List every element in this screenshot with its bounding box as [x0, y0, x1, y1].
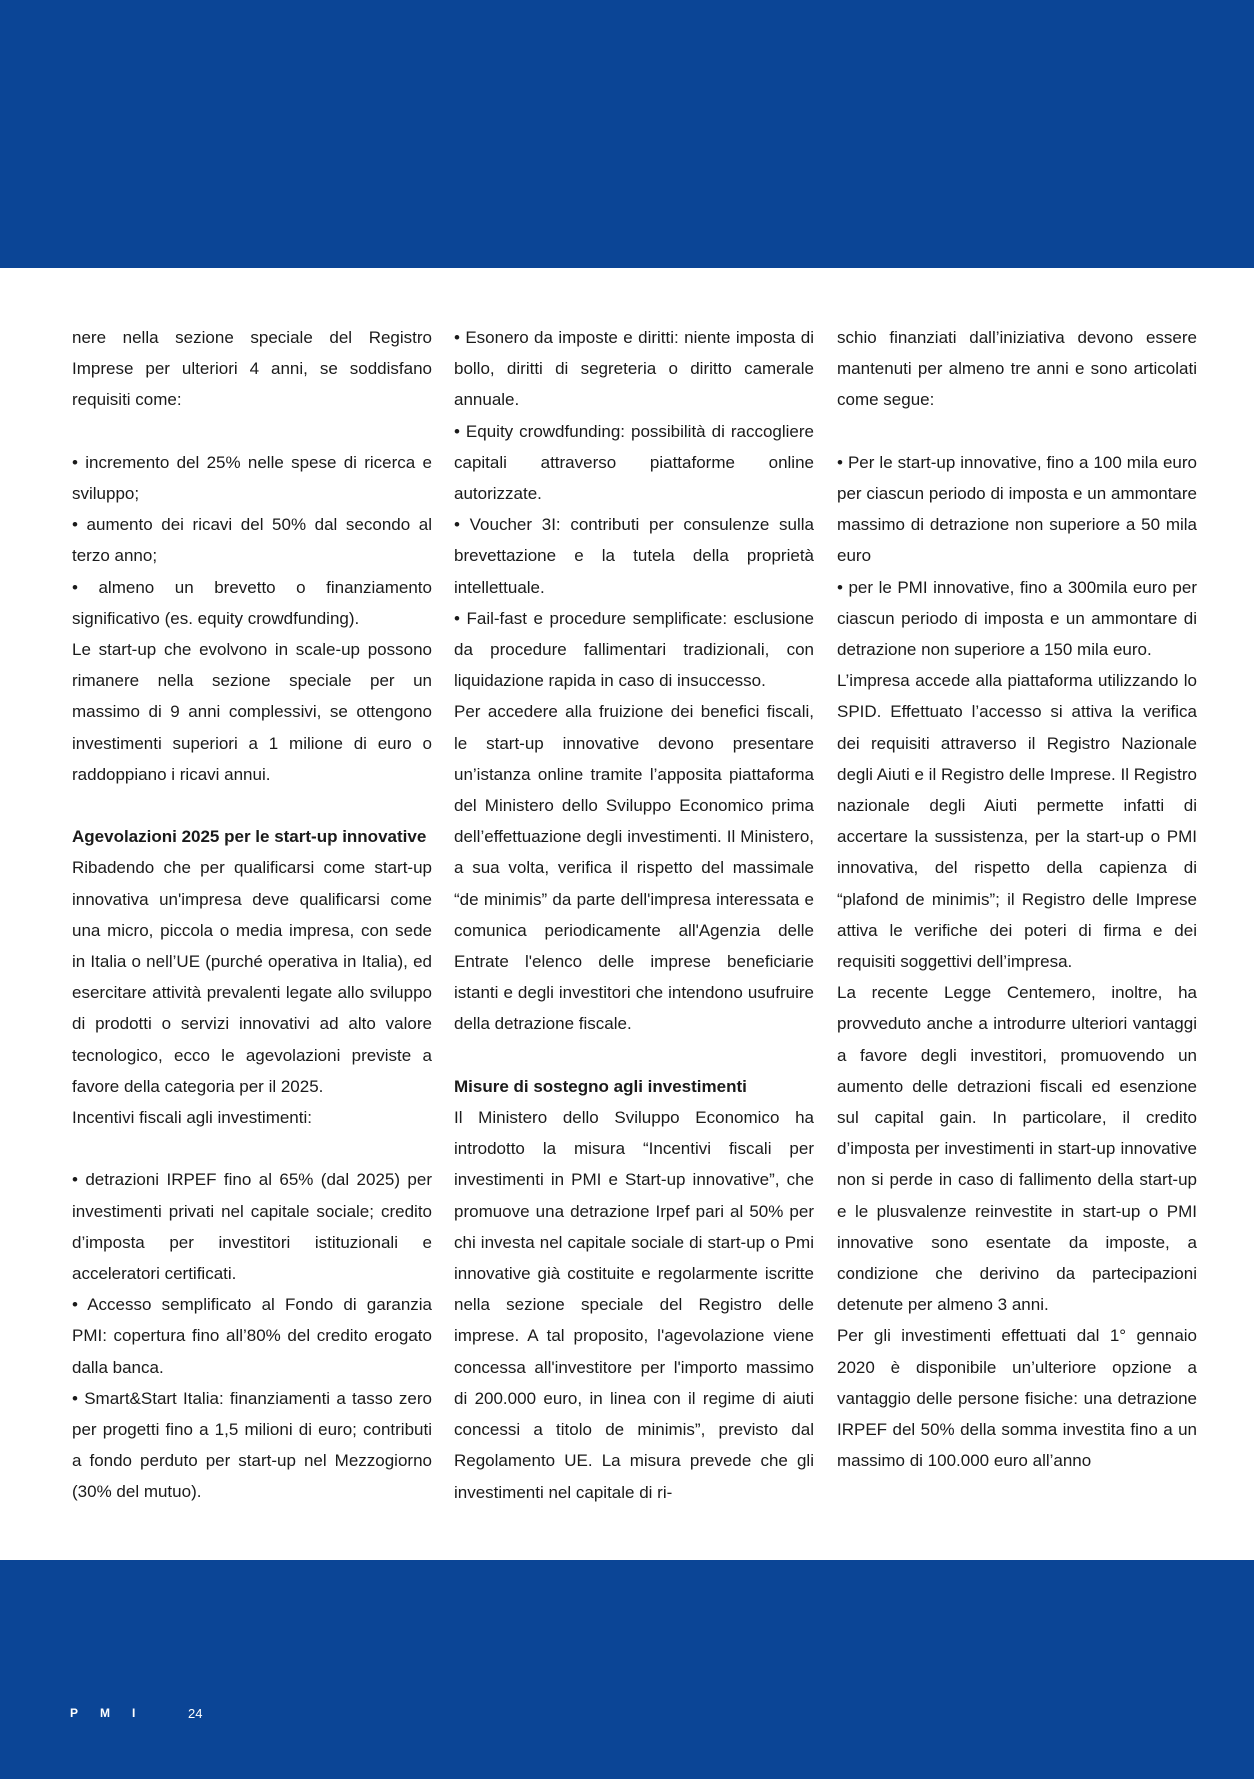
- bullet-item: • Equity crowdfunding: possibilità di raccogliere capitali attraverso piattaforme online autorizzate.: [454, 421, 814, 504]
- paragraph-spacer: [72, 1133, 432, 1164]
- body-paragraph: Per gli investimenti effettuati dal 1° gennaio 2020 è disponibile un’ulteriore opzione a vantaggio delle persone fisiche: una detrazione IRPEF del 50% della somma investita fino a un massimo di 100.000 euro all’anno: [837, 1326, 1197, 1471]
- section-heading: Misure di sostegno agli investimenti: [454, 1076, 747, 1096]
- body-paragraph: La recente Legge Centemero, inoltre, ha provveduto anche a introdurre ulteriori vantaggi a favore degli investitori, promuovendo un aumento delle detrazioni fiscali ed esenzione sul capital gain. In particolare, il credito d’imposta per investimenti in start-up innovative non si perde in caso di fallimento della start-up e le plusvalenze reinvestite in start-up o PMI innovative sono esentate da imposte, a condizione che derivino da partecipazioni detenute per almeno 3 anni.: [837, 983, 1197, 1315]
- paragraph-spacer: [72, 790, 432, 821]
- bullet-item: • Voucher 3I: contributi per consulenze sulla brevettazione e la tutela della proprietà intellettuale.: [454, 515, 814, 597]
- bullet-item: • aumento dei ricavi del 50% dal secondo al terzo anno;: [72, 515, 432, 566]
- footer-band: [0, 1560, 1254, 1779]
- body-paragraph: nere nella sezione speciale del Registro Imprese per ulteriori 4 anni, se soddisfano requisiti come:: [72, 328, 432, 410]
- page-number: 24: [188, 1706, 203, 1721]
- bullet-item: • Smart&Start Italia: finanziamenti a tasso zero per progetti fino a 1,5 milioni di euro; contributi a fondo perduto per start-up nel Mezzogiorno (30% del mutuo).: [72, 1388, 432, 1502]
- header-band: [0, 0, 1254, 268]
- bullet-item: • Accesso semplificato al Fondo di garanzia PMI: copertura fino all’80% del credito erogato dalla banca.: [72, 1295, 432, 1377]
- bullet-item: • Esonero da imposte e diritti: niente imposta di bollo, diritti di segreteria o diritto camerale annuale.: [454, 328, 814, 410]
- footer-brand: PMI: [70, 1706, 158, 1720]
- paragraph-spacer: [454, 1040, 814, 1071]
- bullet-item: • incremento del 25% nelle spese di ricerca e sviluppo;: [72, 452, 432, 503]
- body-paragraph: Incentivi fiscali agli investimenti:: [72, 1108, 312, 1128]
- body-paragraph: Per accedere alla fruizione dei benefici fiscali, le start-up innovative devono presentare un’istanza online tramite l’apposita piattaforma del Ministero dello Sviluppo Economico prima dell’effettuazione degli investimenti. Il Ministero, a sua volta, verifica il rispetto del massimale “de minimis” da parte dell'impresa interessata e comunica periodicamente all'Agenzia delle Entrate l'elenco delle imprese beneficiarie istanti e degli investitori che intendono usufruire della detrazione fiscale.: [454, 702, 814, 1034]
- bullet-item: • Fail-fast e procedure semplificate: esclusione da procedure fallimentari tradizionali, con liquidazione rapida in caso di insuccesso.: [454, 608, 814, 691]
- paragraph-spacer: [72, 416, 432, 447]
- body-paragraph: Il Ministero dello Sviluppo Economico ha introdotto la misura “Incentivi fiscali per investimenti in PMI e Start-up innovative”, che promuove una detrazione Irpef pari al 50% per chi investa nel capitale sociale di start-up o Pmi innovative già costituite e regolarmente iscritte nella sezione speciale del Registro delle imprese. A tal proposito, l'agevolazione viene concessa all'investitore per l'importo massimo di 200.000 euro, in linea con il regime di aiuti concessi a titolo de minimis”, previsto dal Regolamento UE. La misura prevede che gli investimenti nel capitale di ri-: [454, 1108, 814, 1502]
- text-column-1: [72, 322, 432, 1508]
- bullet-item: • Per le start-up innovative, fino a 100 mila euro per ciascun periodo di imposta e un ammontare massimo di detrazione non superiore a 50 mila euro: [837, 452, 1197, 566]
- text-column-3: [837, 322, 1197, 1477]
- section-heading: Agevolazioni 2025 per le start-up innovative: [72, 827, 427, 847]
- bullet-item: • detrazioni IRPEF fino al 65% (dal 2025) per investimenti privati nel capitale sociale; credito d’imposta per investitori istituzionali e acceleratori certificati.: [72, 1170, 432, 1284]
- body-paragraph: Le start-up che evolvono in scale-up possono rimanere nella sezione speciale per un massimo di 9 anni complessivi, se ottengono investimenti superiori a 1 milione di euro o raddoppiano i ricavi annui.: [72, 640, 432, 784]
- body-paragraph: schio finanziati dall’iniziativa devono essere mantenuti per almeno tre anni e sono articolati come segue:: [837, 328, 1197, 410]
- bullet-item: • per le PMI innovative, fino a 300mila euro per ciascun periodo di imposta e un ammontare di detrazione non superiore a 150 mila euro.: [837, 577, 1197, 660]
- body-paragraph: Ribadendo che per qualificarsi come start-up innovativa un'impresa deve qualificarsi come una micro, piccola o media impresa, con sede in Italia o nell’UE (purché operativa in Italia), ed esercitare attività prevalenti legate allo sviluppo di prodotti o servizi innovativi ad alto valore tecnologico, ecco le agevolazioni previste a favore della categoria per il 2025.: [72, 858, 432, 1096]
- text-column-2: [454, 322, 814, 1508]
- paragraph-spacer: [837, 416, 1197, 447]
- bullet-item: • almeno un brevetto o finanziamento significativo (es. equity crowdfunding).: [72, 577, 432, 628]
- body-paragraph: L’impresa accede alla piattaforma utilizzando lo SPID. Effettuato l’accesso si attiva la verifica dei requisiti attraverso il Registro Nazionale degli Aiuti e il Registro delle Imprese. Il Registro nazionale degli Aiuti permette infatti di accertare la sussistenza, per la start-up o PMI innovativa, del rispetto della capienza di “plafond de minimis”; il Registro delle Imprese attiva le verifiche dei poteri di firma e dei requisiti soggettivi dell’impresa.: [837, 671, 1197, 972]
